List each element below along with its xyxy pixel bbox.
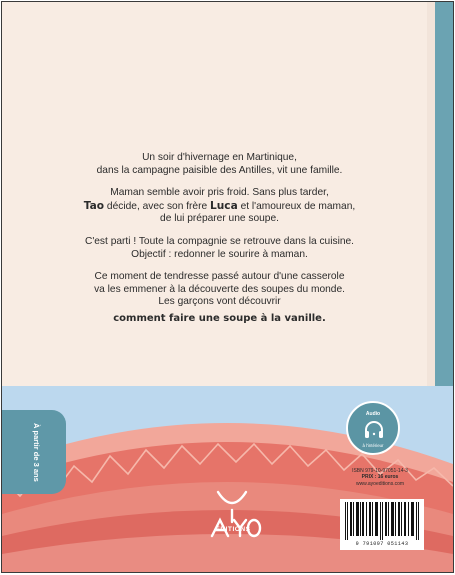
name-tao: Tao [83, 199, 105, 212]
blurb-paragraph-4: Ce moment de tendresse passé autour d'une casserole va les emmener à la découverte des soupes du monde. Les garçons vont découvrir comment faire une soupe à la vanille. [94, 271, 345, 324]
website-text: www.ayoeditions.com [355, 480, 405, 487]
audio-sublabel: à l'intérieur [362, 443, 384, 448]
publisher-name: ÉDITIONS [215, 526, 251, 533]
audio-badge [346, 401, 400, 455]
ayo-logo-icon [200, 484, 264, 548]
barcode-bars [344, 502, 420, 540]
audio-label: Audio [365, 411, 381, 417]
price-text: PRIX : 16 euros [361, 474, 399, 481]
age-label: À partir de 3 ans [32, 422, 41, 482]
blurb-paragraph-1: Un soir d'hivernage en Martinique, dans la campagne paisible des Antilles, vit une famille. [96, 152, 343, 176]
book-back-cover [1, 1, 454, 573]
book-title-line: comment faire une soupe à la vanille. [113, 312, 326, 324]
barcode-number: 9 791097 051143 [355, 541, 409, 547]
name-luca: Luca [210, 199, 238, 212]
blurb-text [2, 152, 437, 336]
blurb-paragraph-2: Maman semble avoir pris froid. Sans plus tarder, Tao décide, avec son frère Luca et l'amoureux de maman, de lui préparer une soupe. [83, 187, 356, 225]
book-info [332, 468, 428, 487]
headphones-icon [362, 418, 386, 442]
isbn-text: ISBN 979-10-97051-14-3 [352, 468, 408, 474]
barcode [340, 499, 424, 550]
blurb-paragraph-3: C'est parti ! Toute la compagnie se retrouve dans la cuisine. Objectif : redonner le sourire à maman. [84, 235, 355, 260]
